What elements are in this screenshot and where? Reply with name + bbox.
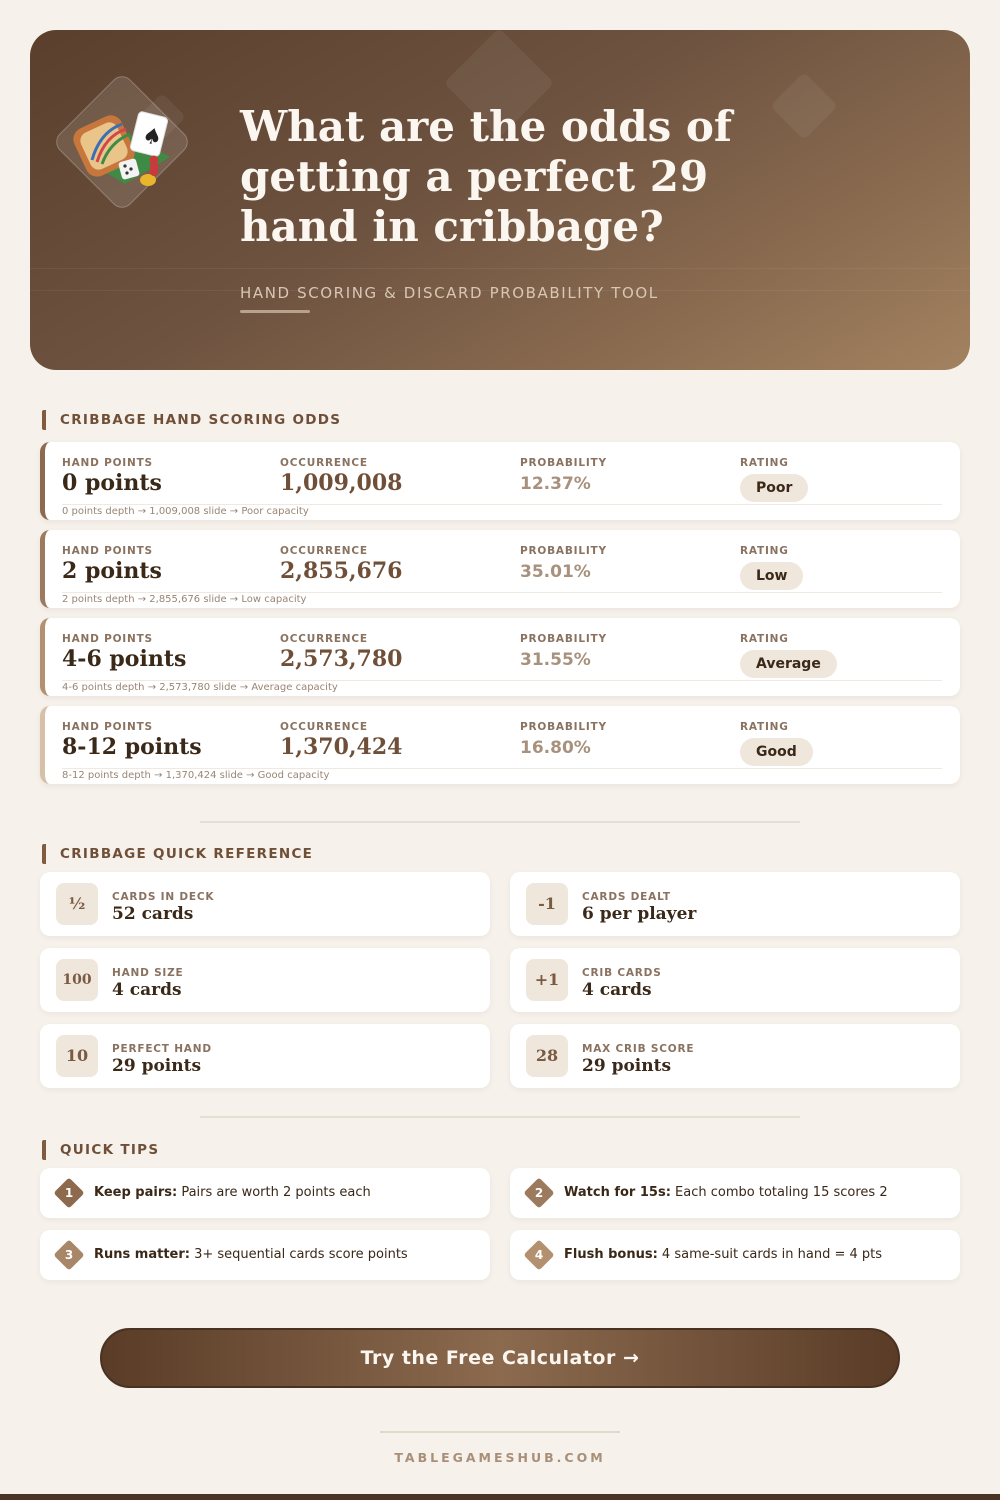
tip-card: [40, 1168, 490, 1218]
reference-label: PERFECT HAND: [112, 1043, 212, 1055]
cribbage-board-cards-dice-icon: [70, 102, 180, 192]
hero-banner: [30, 30, 970, 370]
reference-card: [40, 872, 490, 936]
rating-label: RATING: [740, 457, 789, 469]
reference-card: [510, 948, 960, 1012]
occurrence-label: OCCURRENCE: [280, 545, 368, 557]
tip-text: [564, 1247, 882, 1262]
odds-row: [40, 618, 960, 696]
section-heading-reference: CRIBBAGE QUICK REFERENCE: [42, 844, 313, 864]
hand-points-label: HAND POINTS: [62, 633, 153, 645]
reference-icon: ½: [56, 883, 98, 925]
section-heading-odds: CRIBBAGE HAND SCORING ODDS: [42, 410, 341, 430]
occurrence-value: 2,855,676: [280, 558, 403, 584]
tip-card: [40, 1230, 490, 1280]
hand-points-label: HAND POINTS: [62, 721, 153, 733]
hand-points-value: 0 points: [62, 470, 162, 496]
rating-label: RATING: [740, 721, 789, 733]
subtitle-underline: [240, 310, 310, 313]
occurrence-value: 1,009,008: [280, 470, 403, 496]
tip-body: 3+ sequential cards score points: [189, 1247, 408, 1262]
reference-label: CRIB CARDS: [582, 967, 662, 979]
tip-text: [564, 1185, 888, 1200]
reference-value: 4 cards: [582, 980, 652, 1000]
tip-number: 2: [534, 1186, 544, 1200]
tip-number-badge: [54, 1178, 84, 1208]
hand-points-label: HAND POINTS: [62, 457, 153, 469]
hand-points-value: 8-12 points: [62, 734, 202, 760]
page-subtitle: HAND SCORING & DISCARD PROBABILITY TOOL: [240, 284, 659, 302]
occurrence-value: 1,370,424: [280, 734, 403, 760]
section-divider: [200, 821, 800, 823]
reference-value: 4 cards: [112, 980, 182, 1000]
tip-title: Flush bonus:: [564, 1247, 658, 1262]
probability-value: 16.80%: [520, 738, 591, 758]
tip-number: 4: [534, 1248, 544, 1262]
rating-label: RATING: [740, 545, 789, 557]
rating-badge: Average: [740, 650, 837, 678]
occurrence-label: OCCURRENCE: [280, 721, 368, 733]
footer-divider: [380, 1431, 620, 1433]
probability-label: PROBABILITY: [520, 633, 607, 645]
reference-label: CARDS IN DECK: [112, 891, 215, 903]
row-footnote: 8-12 points depth → 1,370,424 slide → Good capacity: [62, 770, 330, 781]
row-divider: [62, 592, 942, 593]
section-heading-tips: QUICK TIPS: [42, 1140, 159, 1160]
row-footnote: 4-6 points depth → 2,573,780 slide → Average capacity: [62, 682, 338, 693]
svg-text:♠: ♠: [139, 122, 165, 152]
rating-badge: Good: [740, 738, 813, 766]
occurrence-label: OCCURRENCE: [280, 457, 368, 469]
tip-number-badge: [524, 1240, 554, 1270]
rating-badge: Low: [740, 562, 803, 590]
tip-number: 3: [64, 1248, 74, 1262]
reference-icon: -1: [526, 883, 568, 925]
row-divider: [62, 504, 942, 505]
reference-label: HAND SIZE: [112, 967, 184, 979]
bottom-bar: [0, 1494, 1000, 1500]
hero-deco-diamond: [770, 72, 838, 140]
tip-number-badge: [524, 1178, 554, 1208]
tip-body: Pairs are worth 2 points each: [177, 1185, 371, 1200]
probability-value: 35.01%: [520, 562, 591, 582]
hero-line: [30, 268, 970, 269]
probability-value: 12.37%: [520, 474, 591, 494]
tip-title: Runs matter:: [94, 1247, 190, 1262]
row-divider: [62, 768, 942, 769]
tip-body: Each combo totaling 15 scores 2: [670, 1185, 888, 1200]
tip-title: Watch for 15s:: [564, 1185, 671, 1200]
hand-points-label: HAND POINTS: [62, 545, 153, 557]
tip-number: 1: [64, 1186, 74, 1200]
reference-label: MAX CRIB SCORE: [582, 1043, 695, 1055]
tip-number-badge: [54, 1240, 84, 1270]
reference-icon: 100: [56, 959, 98, 1001]
odds-row: [40, 442, 960, 520]
tip-title: Keep pairs:: [94, 1185, 178, 1200]
section-divider: [200, 1116, 800, 1118]
reference-card: [40, 948, 490, 1012]
row-footnote: 0 points depth → 1,009,008 slide → Poor capacity: [62, 506, 309, 517]
reference-value: 52 cards: [112, 904, 194, 924]
hand-points-value: 4-6 points: [62, 646, 187, 672]
hand-points-value: 2 points: [62, 558, 162, 584]
tip-body: 4 same-suit cards in hand = 4 pts: [657, 1247, 883, 1262]
reference-icon: 10: [56, 1035, 98, 1077]
reference-card: [510, 872, 960, 936]
row-footnote: 2 points depth → 2,855,676 slide → Low capacity: [62, 594, 307, 605]
reference-value: 29 points: [582, 1056, 672, 1076]
reference-icon: +1: [526, 959, 568, 1001]
reference-card: [510, 1024, 960, 1088]
reference-card: [40, 1024, 490, 1088]
tip-card: [510, 1230, 960, 1280]
probability-label: PROBABILITY: [520, 457, 607, 469]
reference-label: CARDS DEALT: [582, 891, 671, 903]
footer-site-link[interactable]: TABLEGAMESHUB.COM: [394, 1450, 606, 1465]
probability-value: 31.55%: [520, 650, 591, 670]
occurrence-value: 2,573,780: [280, 646, 403, 672]
tip-card: [510, 1168, 960, 1218]
reference-icon: 28: [526, 1035, 568, 1077]
reference-value: 29 points: [112, 1056, 202, 1076]
odds-row: [40, 530, 960, 608]
tip-text: [94, 1185, 371, 1200]
probability-label: PROBABILITY: [520, 721, 607, 733]
reference-value: 6 per player: [582, 904, 697, 924]
occurrence-label: OCCURRENCE: [280, 633, 368, 645]
odds-row: [40, 706, 960, 784]
rating-badge: Poor: [740, 474, 808, 502]
page-title: What are the odds of getting a perfect 29 hand in cribbage?: [240, 102, 733, 251]
row-divider: [62, 680, 942, 681]
rating-label: RATING: [740, 633, 789, 645]
tip-text: [94, 1247, 408, 1262]
try-calculator-button[interactable]: Try the Free Calculator →: [100, 1328, 900, 1388]
probability-label: PROBABILITY: [520, 545, 607, 557]
